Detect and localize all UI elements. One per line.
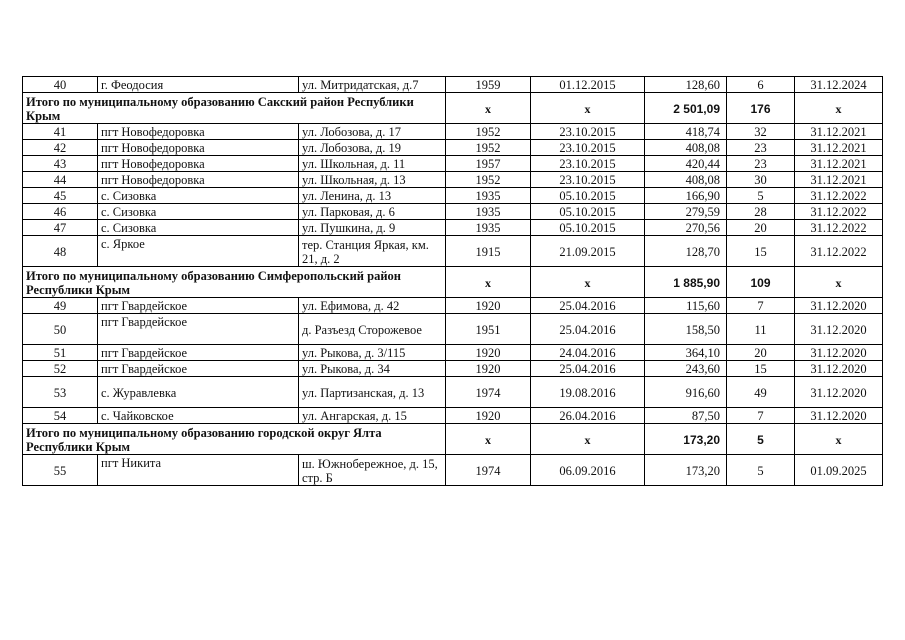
- date-cell: 25.04.2016: [531, 361, 645, 377]
- persons-cell: 30: [727, 172, 795, 188]
- persons-cell: 28: [727, 204, 795, 220]
- row-number-cell: 49: [23, 298, 98, 314]
- total-persons-cell: 109: [727, 267, 795, 298]
- row-number-cell: 50: [23, 314, 98, 345]
- table-row: [23, 156, 883, 172]
- area-cell: 279,59: [645, 204, 727, 220]
- deadline-cell: 31.12.2020: [795, 361, 883, 377]
- date-cell: 25.04.2016: [531, 314, 645, 345]
- area-cell: 418,74: [645, 124, 727, 140]
- area-cell: 166,90: [645, 188, 727, 204]
- persons-cell: 15: [727, 361, 795, 377]
- year-cell: 1974: [446, 455, 531, 486]
- persons-cell: 32: [727, 124, 795, 140]
- year-cell: 1952: [446, 140, 531, 156]
- deadline-cell: 31.12.2020: [795, 345, 883, 361]
- date-cell: 23.10.2015: [531, 124, 645, 140]
- row-number-cell: 44: [23, 172, 98, 188]
- table-row: [23, 298, 883, 314]
- area-cell: 87,50: [645, 408, 727, 424]
- area-cell: 916,60: [645, 377, 727, 408]
- deadline-cell: 31.12.2022: [795, 220, 883, 236]
- settlement-cell: г. Феодосия: [98, 77, 299, 93]
- total-label: Итого по муниципальному образованию Сакский район Республики Крым: [23, 93, 446, 124]
- persons-cell: 20: [727, 220, 795, 236]
- deadline-cell: 31.12.2021: [795, 124, 883, 140]
- date-cell: 19.08.2016: [531, 377, 645, 408]
- area-cell: 408,08: [645, 140, 727, 156]
- municipality-total-row: [23, 93, 883, 124]
- date-cell: 25.04.2016: [531, 298, 645, 314]
- settlement-cell: пгт Гвардейское: [98, 314, 299, 345]
- persons-cell: 23: [727, 140, 795, 156]
- persons-cell: 7: [727, 298, 795, 314]
- settlement-cell: с. Сизовка: [98, 188, 299, 204]
- persons-cell: 20: [727, 345, 795, 361]
- table-row: [23, 361, 883, 377]
- year-cell: 1935: [446, 188, 531, 204]
- table-row: [23, 124, 883, 140]
- table-row: [23, 236, 883, 267]
- total-label: Итого по муниципальному образованию Симферопольский район Республики Крым: [23, 267, 446, 298]
- year-cell: 1935: [446, 204, 531, 220]
- address-cell: ул. Рыкова, д. 34: [299, 361, 446, 377]
- area-cell: 128,70: [645, 236, 727, 267]
- row-number-cell: 51: [23, 345, 98, 361]
- row-number-cell: 40: [23, 77, 98, 93]
- total-date-cell: x: [531, 424, 645, 455]
- total-label: Итого по муниципальному образованию городской округ Ялта Республики Крым: [23, 424, 446, 455]
- table-row: [23, 314, 883, 345]
- persons-cell: 6: [727, 77, 795, 93]
- persons-cell: 5: [727, 455, 795, 486]
- date-cell: 05.10.2015: [531, 204, 645, 220]
- total-year-cell: x: [446, 93, 531, 124]
- deadline-cell: 31.12.2021: [795, 156, 883, 172]
- deadline-cell: 01.09.2025: [795, 455, 883, 486]
- settlement-cell: пгт Гвардейское: [98, 345, 299, 361]
- settlement-cell: с. Чайковское: [98, 408, 299, 424]
- deadline-cell: 31.12.2020: [795, 408, 883, 424]
- row-number-cell: 42: [23, 140, 98, 156]
- row-number-cell: 41: [23, 124, 98, 140]
- address-cell: тер. Станция Яркая, км. 21, д. 2: [299, 236, 446, 267]
- date-cell: 23.10.2015: [531, 172, 645, 188]
- municipality-total-row: [23, 267, 883, 298]
- persons-cell: 23: [727, 156, 795, 172]
- total-deadline-cell: x: [795, 93, 883, 124]
- total-date-cell: x: [531, 267, 645, 298]
- area-cell: 420,44: [645, 156, 727, 172]
- total-area-cell: 173,20: [645, 424, 727, 455]
- row-number-cell: 52: [23, 361, 98, 377]
- settlement-cell: пгт Новофедоровка: [98, 124, 299, 140]
- persons-cell: 11: [727, 314, 795, 345]
- address-cell: ул. Ефимова, д. 42: [299, 298, 446, 314]
- settlement-cell: пгт Новофедоровка: [98, 156, 299, 172]
- deadline-cell: 31.12.2022: [795, 236, 883, 267]
- table-row: [23, 455, 883, 486]
- persons-cell: 15: [727, 236, 795, 267]
- total-year-cell: x: [446, 424, 531, 455]
- area-cell: 173,20: [645, 455, 727, 486]
- table-row: [23, 172, 883, 188]
- address-cell: ул. Ангарская, д. 15: [299, 408, 446, 424]
- date-cell: 24.04.2016: [531, 345, 645, 361]
- deadline-cell: 31.12.2021: [795, 172, 883, 188]
- housing-table: [22, 76, 883, 486]
- address-cell: ул. Лобозова, д. 17: [299, 124, 446, 140]
- total-year-cell: x: [446, 267, 531, 298]
- total-area-cell: 2 501,09: [645, 93, 727, 124]
- total-persons-cell: 176: [727, 93, 795, 124]
- table-row: [23, 204, 883, 220]
- date-cell: 23.10.2015: [531, 156, 645, 172]
- total-area-cell: 1 885,90: [645, 267, 727, 298]
- settlement-cell: с. Журавлевка: [98, 377, 299, 408]
- year-cell: 1959: [446, 77, 531, 93]
- settlement-cell: с. Сизовка: [98, 204, 299, 220]
- row-number-cell: 54: [23, 408, 98, 424]
- table-row: [23, 408, 883, 424]
- total-date-cell: x: [531, 93, 645, 124]
- address-cell: ул. Школьная, д. 11: [299, 156, 446, 172]
- area-cell: 243,60: [645, 361, 727, 377]
- deadline-cell: 31.12.2022: [795, 188, 883, 204]
- address-cell: д. Разъезд Сторожевое: [299, 314, 446, 345]
- year-cell: 1920: [446, 408, 531, 424]
- row-number-cell: 48: [23, 236, 98, 267]
- table-row: [23, 140, 883, 156]
- area-cell: 408,08: [645, 172, 727, 188]
- year-cell: 1915: [446, 236, 531, 267]
- settlement-cell: пгт Новофедоровка: [98, 140, 299, 156]
- address-cell: ул. Партизанская, д. 13: [299, 377, 446, 408]
- year-cell: 1957: [446, 156, 531, 172]
- persons-cell: 5: [727, 188, 795, 204]
- settlement-cell: пгт Гвардейское: [98, 298, 299, 314]
- date-cell: 21.09.2015: [531, 236, 645, 267]
- deadline-cell: 31.12.2021: [795, 140, 883, 156]
- area-cell: 158,50: [645, 314, 727, 345]
- year-cell: 1920: [446, 361, 531, 377]
- settlement-cell: пгт Никита: [98, 455, 299, 486]
- year-cell: 1974: [446, 377, 531, 408]
- year-cell: 1920: [446, 345, 531, 361]
- deadline-cell: 31.12.2020: [795, 377, 883, 408]
- date-cell: 23.10.2015: [531, 140, 645, 156]
- address-cell: ул. Пушкина, д. 9: [299, 220, 446, 236]
- total-persons-cell: 5: [727, 424, 795, 455]
- date-cell: 05.10.2015: [531, 188, 645, 204]
- address-cell: ш. Южнобережное, д. 15, стр. Б: [299, 455, 446, 486]
- total-deadline-cell: x: [795, 424, 883, 455]
- year-cell: 1935: [446, 220, 531, 236]
- address-cell: ул. Митридатская, д.7: [299, 77, 446, 93]
- date-cell: 01.12.2015: [531, 77, 645, 93]
- year-cell: 1952: [446, 172, 531, 188]
- year-cell: 1951: [446, 314, 531, 345]
- row-number-cell: 47: [23, 220, 98, 236]
- deadline-cell: 31.12.2020: [795, 314, 883, 345]
- row-number-cell: 53: [23, 377, 98, 408]
- row-number-cell: 43: [23, 156, 98, 172]
- address-cell: ул. Ленина, д. 13: [299, 188, 446, 204]
- date-cell: 05.10.2015: [531, 220, 645, 236]
- settlement-cell: с. Яркое: [98, 236, 299, 267]
- table-row: [23, 220, 883, 236]
- total-deadline-cell: x: [795, 267, 883, 298]
- row-number-cell: 46: [23, 204, 98, 220]
- area-cell: 364,10: [645, 345, 727, 361]
- settlement-cell: с. Сизовка: [98, 220, 299, 236]
- address-cell: ул. Школьная, д. 13: [299, 172, 446, 188]
- persons-cell: 49: [727, 377, 795, 408]
- persons-cell: 7: [727, 408, 795, 424]
- row-number-cell: 45: [23, 188, 98, 204]
- table-row: [23, 188, 883, 204]
- table-row: [23, 345, 883, 361]
- settlement-cell: пгт Гвардейское: [98, 361, 299, 377]
- deadline-cell: 31.12.2020: [795, 298, 883, 314]
- date-cell: 26.04.2016: [531, 408, 645, 424]
- area-cell: 115,60: [645, 298, 727, 314]
- address-cell: ул. Рыкова, д. 3/115: [299, 345, 446, 361]
- table-row: [23, 77, 883, 93]
- settlement-cell: пгт Новофедоровка: [98, 172, 299, 188]
- area-cell: 270,56: [645, 220, 727, 236]
- table-row: [23, 377, 883, 408]
- year-cell: 1920: [446, 298, 531, 314]
- deadline-cell: 31.12.2022: [795, 204, 883, 220]
- row-number-cell: 55: [23, 455, 98, 486]
- area-cell: 128,60: [645, 77, 727, 93]
- date-cell: 06.09.2016: [531, 455, 645, 486]
- year-cell: 1952: [446, 124, 531, 140]
- address-cell: ул. Лобозова, д. 19: [299, 140, 446, 156]
- address-cell: ул. Парковая, д. 6: [299, 204, 446, 220]
- municipality-total-row: [23, 424, 883, 455]
- deadline-cell: 31.12.2024: [795, 77, 883, 93]
